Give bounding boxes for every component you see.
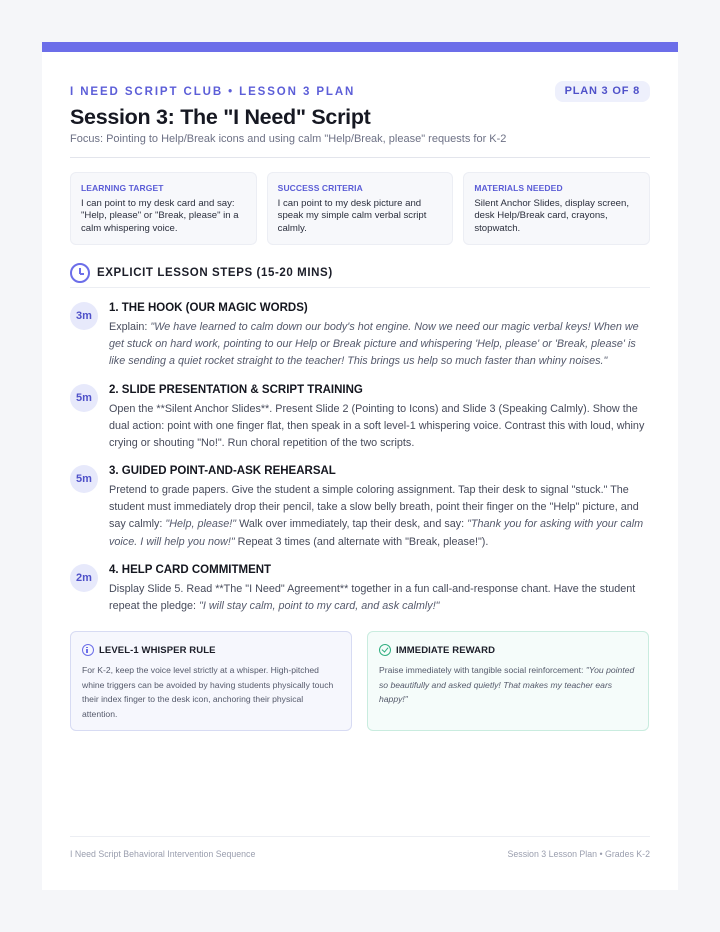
whisper-rule-callout xyxy=(70,631,352,731)
success-criteria-card xyxy=(267,172,454,245)
callout-quote: "You pointed so beautifully and asked quietly! That makes my teacher ears happy!" xyxy=(379,665,635,704)
step-title: 2. SLIDE PRESENTATION & SCRIPT TRAINING xyxy=(109,384,363,396)
step-quote: "I will stay calm, point to my card, and ask calmly!" xyxy=(199,600,440,613)
callout-title: LEVEL-1 WHISPER RULE xyxy=(99,644,216,656)
check-circle-icon xyxy=(379,644,391,656)
steps-title: EXPLICIT LESSON STEPS (15-20 MINS) xyxy=(97,267,333,279)
accent-bar xyxy=(42,42,678,52)
divider xyxy=(70,157,650,158)
kicker: I NEED SCRIPT CLUB • LESSON 3 PLAN xyxy=(70,86,356,98)
minutes-badge: 2m xyxy=(70,564,98,592)
footer-session: Session 3 Lesson Plan • Grades K-2 xyxy=(507,849,650,859)
card-body: I can point to my desk card and say: "Help, please" or "Break, please" in a calm whispering voice. xyxy=(81,198,239,234)
divider xyxy=(70,287,650,288)
lesson-plan-page xyxy=(42,42,678,890)
callout-text: For K-2, keep the voice level strictly at a whisper. High-pitched whine triggers can be avoided by having students physically touch their index finger to the desk icon, anchoring their physical attention. xyxy=(82,665,334,719)
minutes-badge: 3m xyxy=(70,302,98,330)
step-title: 4. HELP CARD COMMITMENT xyxy=(109,564,272,576)
immediate-reward-callout xyxy=(367,631,649,731)
footer-divider xyxy=(70,836,650,837)
steps-header xyxy=(70,263,333,283)
step-title: 3. GUIDED POINT-AND-ASK REHEARSAL xyxy=(109,465,336,477)
clock-icon xyxy=(70,263,90,283)
footer-series: I Need Script Behavioral Intervention Sequence xyxy=(70,849,256,859)
card-heading: MATERIALS NEEDED xyxy=(474,183,563,193)
callout-text: Praise immediately with tangible social reinforcement: "You pointed so beautifully and asked quietly! That makes my teacher ears happy!" xyxy=(379,665,635,704)
info-icon xyxy=(82,644,94,656)
plan-badge: PLAN 3 OF 8 xyxy=(555,81,650,102)
step-quote: "Help, please!" xyxy=(165,518,237,531)
step-text: Explain: "We have learned to calm down our body's hot engine. Now we need our magic verbal keys! When we get stuck on hard work, pointing to our Help or Break picture and whispering 'Help, please' or 'Break, please' is like sending a quiet rocket straight to the teacher! This brings us help so much faster than whiny noises." xyxy=(109,321,639,368)
learning-target-card xyxy=(70,172,257,245)
card-heading: SUCCESS CRITERIA xyxy=(277,183,363,193)
step-quote: "Thank you for asking with your calm voice. I will help you now!" xyxy=(109,518,644,548)
materials-card xyxy=(463,172,650,245)
step-text: Pretend to grade papers. Give the student a simple coloring assignment. Tap their desk to signal "stuck." The student must immediately drop their pencil, take a slow belly breath, point their finger on the "Help" picture, and say calmly: "Help, please!" Walk over immediately, tap their desk, and say: "Thank you for asking with your calm voice. I will help you now!" Repeat 3 times (and alternate with "Break, please!"). xyxy=(109,484,644,548)
callout-title: IMMEDIATE REWARD xyxy=(396,644,496,656)
objective-cards xyxy=(70,172,650,245)
step-quote: "We have learned to calm down our body's hot engine. Now we need our magic verbal keys! When we get stuck on hard work, pointing to our Help or Break picture and whispering 'Help, please' or 'Break, please' is like sending a quiet rocket straight to the teacher! This brings us help so much faster than whiny noises." xyxy=(109,321,639,368)
step-text: Open the **Silent Anchor Slides**. Present Slide 2 (Pointing to Icons) and Slide 3 (Speaking Calmly). Show the dual action: point with one finger flat, then speak in a soft level-1 whispering voice. Contrast this with loud, whiny crying or shouting "No!". Run choral repetition of the two scripts. xyxy=(109,403,645,450)
card-body: I can point to my desk picture and speak my simple calm verbal script calmly. xyxy=(277,198,427,234)
step-text: Display Slide 5. Read **The "I Need" Agreement** together in a fun call-and-response chant. Have the student repeat the pledge: "I will stay calm, point to my card, and ask calmly!" xyxy=(109,583,636,613)
minutes-badge: 5m xyxy=(70,465,98,493)
minutes-badge: 5m xyxy=(70,384,98,412)
page-title: Session 3: The "I Need" Script xyxy=(70,105,371,129)
focus-line: Focus: Pointing to Help/Break icons and using calm "Help/Break, please" requests for K-2 xyxy=(70,133,507,145)
step-title: 1. THE HOOK (OUR MAGIC WORDS) xyxy=(109,302,308,314)
card-heading: LEARNING TARGET xyxy=(81,183,164,193)
card-body: Silent Anchor Slides, display screen, desk Help/Break card, crayons, stopwatch. xyxy=(474,198,629,234)
